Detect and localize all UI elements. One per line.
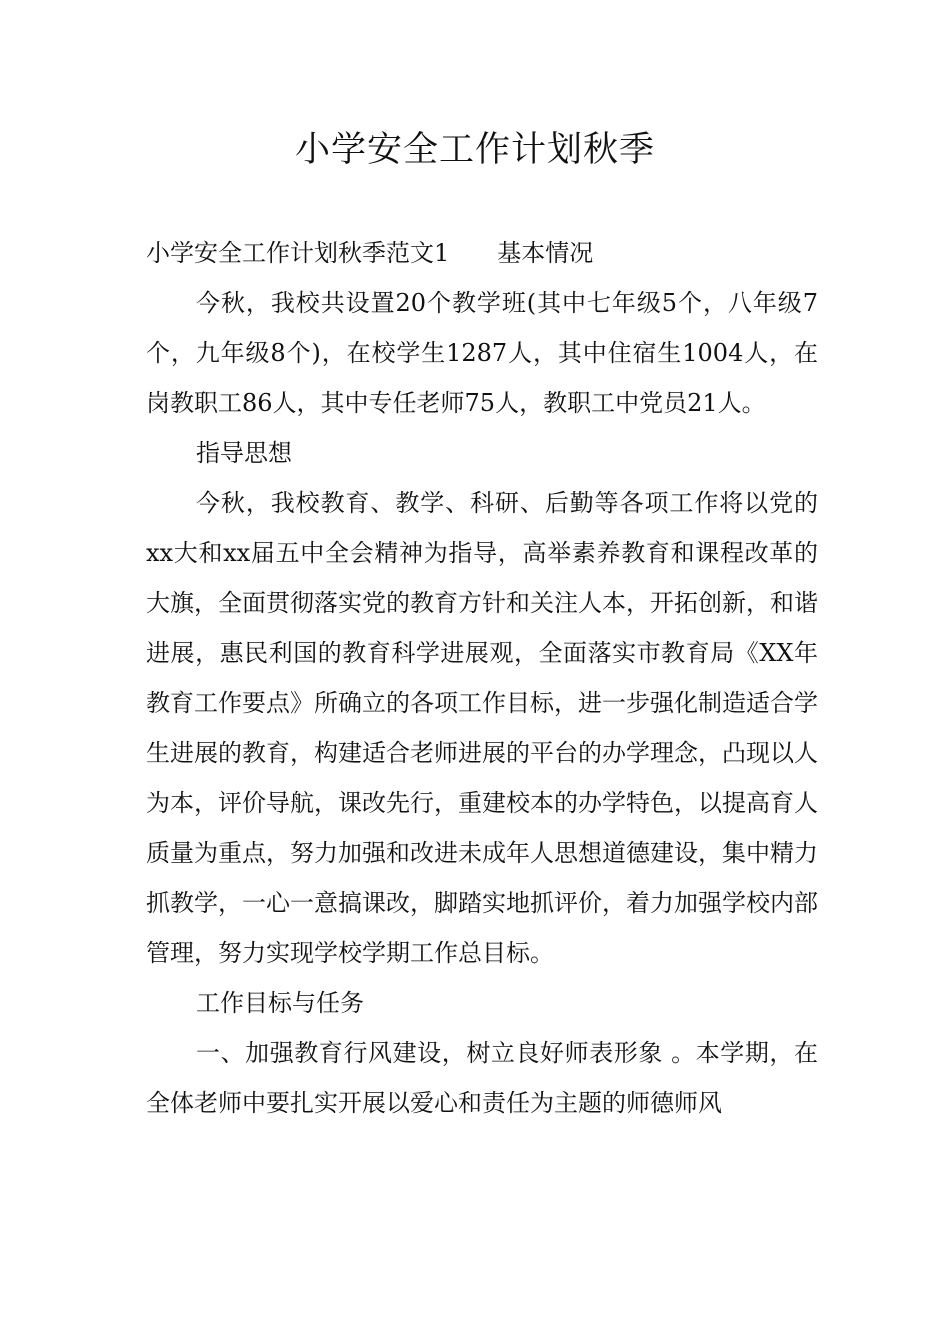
document-body — [146, 228, 818, 1128]
guiding-heading: 指导思想 — [196, 439, 292, 467]
intro-line — [146, 228, 818, 278]
goal-one-paragraph: 一、加强教育行风建设，树立良好师表形象 。本学期，在全体老师中要扎实开展以爱心和责任为主题的师德师风 — [146, 1039, 818, 1117]
goals-heading: 工作目标与任务 — [196, 989, 364, 1017]
section-basic-info-heading: 基本情况 — [497, 239, 594, 267]
intro-heading: 小学安全工作计划秋季范文1 — [146, 239, 450, 267]
document-title: 小学安全工作计划秋季 — [294, 130, 655, 170]
basic-info-paragraph: 今秋，我校共设置20个教学班(其中七年级5个，八年级7个，九年级8个)，在校学生1287人，其中住宿生1004人，在岗教职工86人，其中专任老师75人，教职工中党员21人。 — [146, 289, 818, 417]
guiding-paragraph: 今秋，我校教育、教学、科研、后勤等各项工作将以党的xx大和xx届五中全会精神为指导，高举素养教育和课程改革的大旗，全面贯彻落实党的教育方针和关注人本，开拓创新，和谐进展，惠民利国的教育科学进展观，全面落实市教育局《XX年教育工作要点》所确立的各项工作目标，进一步强化制造适合学生进展的教育，构建适合老师进展的平台的办学理念，凸现以人为本，评价导航，课改先行，重建校本的办学特色，以提高育人质量为重点，努力加强和改进未成年人思想道德建设，集中精力抓教学，一心一意搞课改，脚踏实地抓评价，着力加强学校内部管理，努力实现学校学期工作总目标。 — [146, 489, 818, 967]
